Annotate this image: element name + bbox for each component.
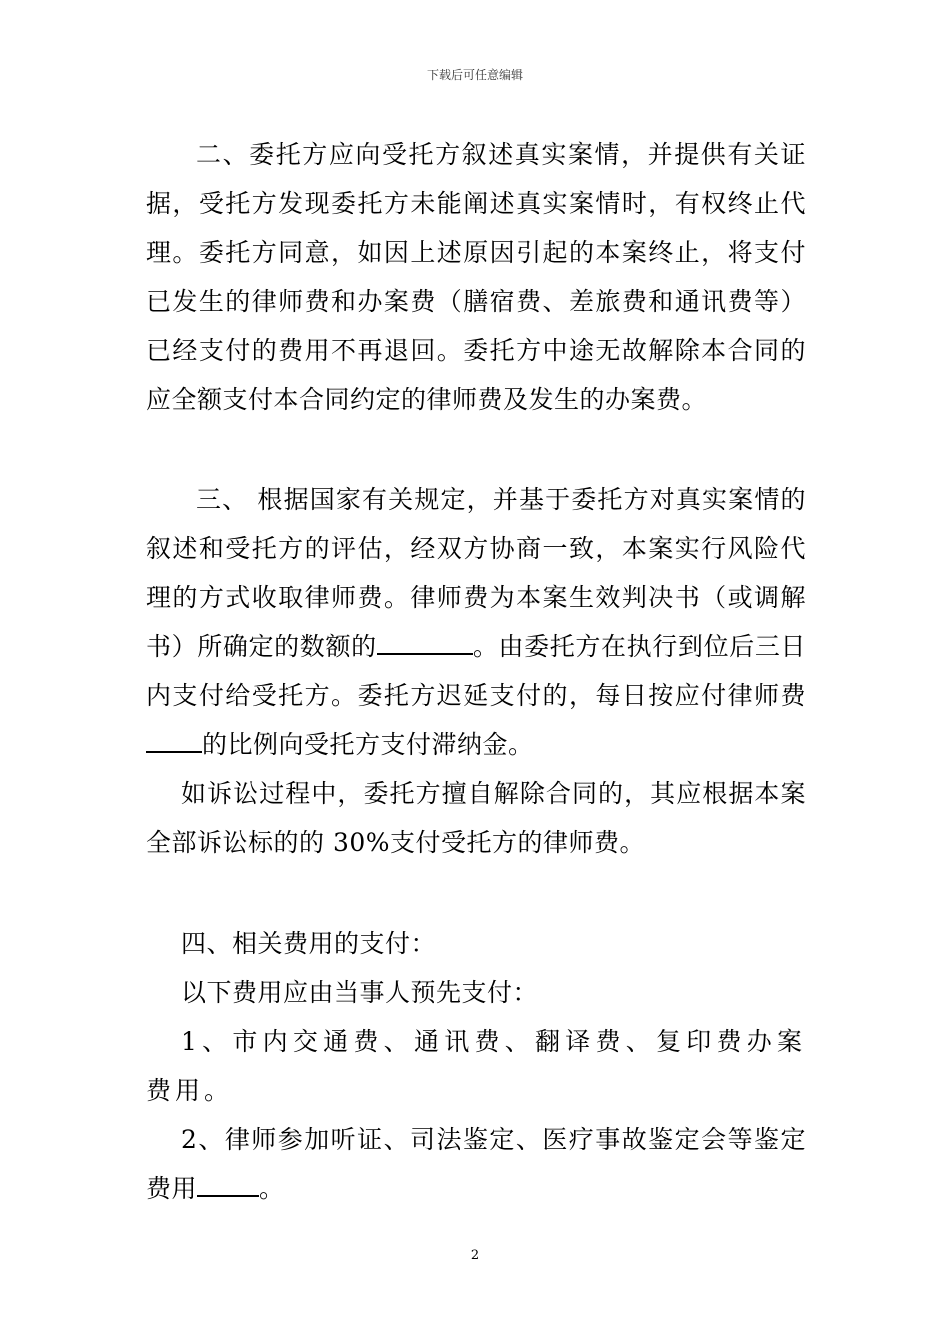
page-number: 2 xyxy=(470,1248,480,1263)
section-4-intro: 以下费用应由当事人预先支付： xyxy=(181,978,539,1007)
section-3-text-a: 三、 根据国家有关规定，并基于委托方对真实案情的叙述和受托方的评估，经双方协商一致，本案实行风险代理的方式收取律师费。律师费为本案生效判决书（或调解书）所确定的数额的 xyxy=(146,485,806,661)
section-4-item-2-end: 。 xyxy=(259,1174,285,1203)
section-3 xyxy=(146,475,806,867)
late-fee-ratio-blank xyxy=(146,729,202,753)
section-4-item-2 xyxy=(146,1115,806,1213)
appraisal-fee-blank xyxy=(197,1173,259,1197)
section-3-paragraph-1 xyxy=(146,475,806,769)
section-4-item-2-text: 2、律师参加听证、司法鉴定、医疗事故鉴定会等鉴定费用 xyxy=(146,1125,806,1203)
section-4 xyxy=(146,919,806,1213)
section-4-title: 四、相关费用的支付： xyxy=(181,929,437,958)
section-3-text-c: 的比例向受托方支付滞纳金。 xyxy=(202,730,534,759)
section-4-item-1: 1、市内交通费、通讯费、翻译费、复印费办案费用。 xyxy=(146,1027,806,1105)
fee-ratio-blank xyxy=(377,631,473,655)
section-2-paragraph: 二、委托方应向受托方叙述真实案情，并提供有关证据，受托方发现委托方未能阐述真实案情时，有权终止代理。委托方同意，如因上述原因引起的本案终止，将支付已发生的律师费和办案费（膳宿费、差旅费和通讯费等）已经支付的费用不再退回。委托方中途无故解除本合同的应全额支付本合同约定的律师费及发生的办案费。 xyxy=(146,140,806,414)
section-2 xyxy=(146,130,806,424)
section-3-text-b: 。由委托方在执行到位后三日内支付给受托方。委托方迟延支付的，每日按应付律师费 xyxy=(146,632,806,710)
section-3-paragraph-2: 如诉讼过程中，委托方擅自解除合同的，其应根据本案全部诉讼标的的 30%支付受托方的律师费。 xyxy=(146,779,806,857)
header-note: 下载后可任意编辑 xyxy=(426,68,523,82)
